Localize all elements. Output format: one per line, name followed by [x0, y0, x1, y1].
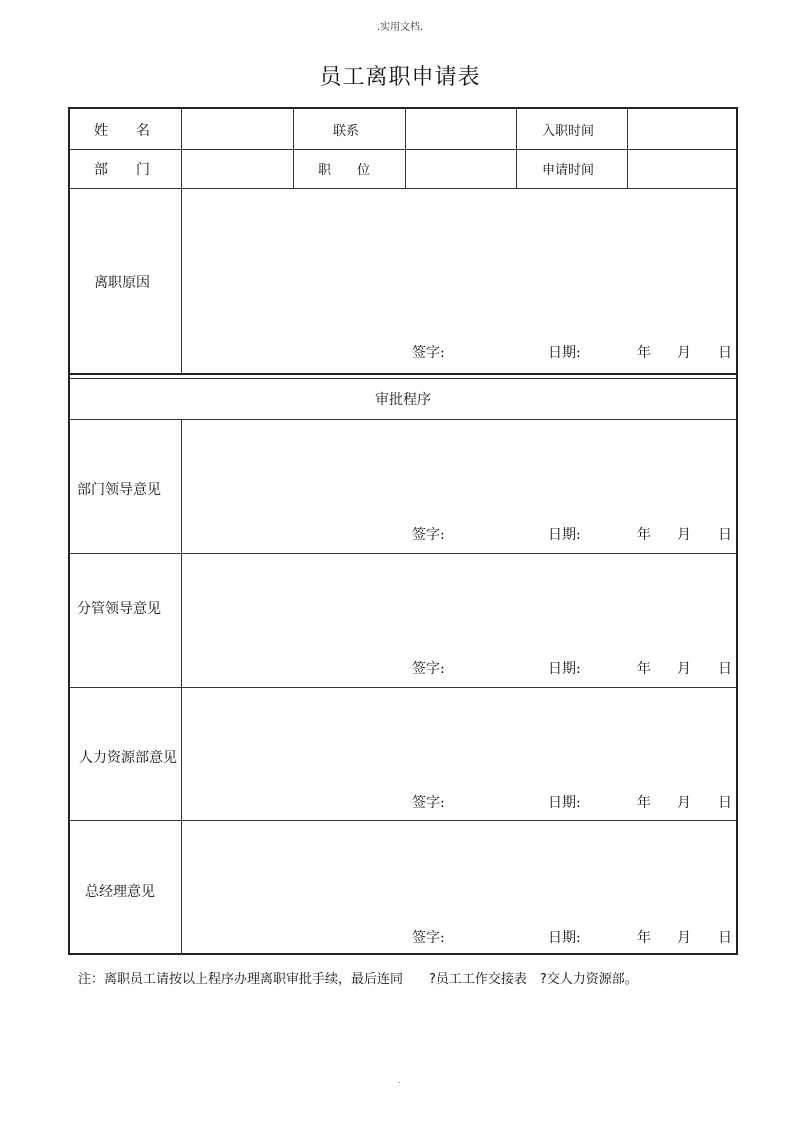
- department-label: 部 门: [94, 162, 150, 178]
- day-label: 日: [718, 930, 732, 946]
- column-divider: [181, 109, 182, 373]
- day-label: 日: [718, 661, 732, 677]
- contact-label: 联系: [333, 124, 360, 139]
- reason-label: 离职原因: [94, 275, 150, 291]
- day-label: 日: [718, 345, 732, 361]
- date-label: 日期:: [548, 930, 581, 946]
- row-divider: [70, 149, 736, 150]
- column-divider: [516, 109, 517, 188]
- row-divider: [70, 419, 736, 420]
- month-label: 月: [677, 527, 691, 543]
- date-label: 日期:: [548, 661, 581, 677]
- row-divider: [70, 687, 736, 688]
- day-label: 日: [718, 527, 732, 543]
- row-divider: [70, 553, 736, 554]
- sign-label: 签字:: [412, 795, 445, 811]
- hr-opinion-label: 人力资源部意见: [79, 750, 177, 766]
- dept-leader-opinion-label: 部门领导意见: [77, 482, 161, 498]
- apply-date-label: 申请时间: [542, 163, 595, 178]
- date-label: 日期:: [548, 795, 581, 811]
- position-label: 职 位: [318, 163, 371, 178]
- year-label: 年: [637, 345, 651, 361]
- hire-date-label: 入职时间: [542, 124, 595, 139]
- date-label: 日期:: [548, 345, 581, 361]
- gm-opinion-label: 总经理意见: [85, 884, 155, 900]
- approval-section-title: 审批程序: [375, 392, 431, 408]
- year-label: 年: [637, 930, 651, 946]
- month-label: 月: [677, 661, 691, 677]
- column-divider: [293, 109, 294, 188]
- section-divider: [70, 378, 736, 379]
- division-leader-opinion-label: 分管领导意见: [77, 601, 161, 617]
- sign-label: 签字:: [412, 527, 445, 543]
- footnote: 注：离职员工请按以上程序办理离职审批手续，最后连同 ?员工工作交接表 ?交人力资源部。: [78, 972, 638, 987]
- column-divider: [405, 109, 406, 188]
- year-label: 年: [637, 527, 651, 543]
- month-label: 月: [677, 930, 691, 946]
- form-title: 员工离职申请表: [319, 65, 481, 90]
- row-divider: [70, 820, 736, 821]
- header-mark: .实用文档.: [376, 22, 424, 33]
- month-label: 月: [677, 345, 691, 361]
- column-divider: [627, 109, 628, 188]
- section-divider: [70, 373, 736, 375]
- sign-label: 签字:: [412, 930, 445, 946]
- sign-label: 签字:: [412, 345, 445, 361]
- month-label: 月: [677, 795, 691, 811]
- year-label: 年: [637, 795, 651, 811]
- form-table: [68, 107, 738, 955]
- day-label: 日: [718, 795, 732, 811]
- sign-label: 签字:: [412, 661, 445, 677]
- footer-mark: .: [398, 1076, 401, 1085]
- name-label: 姓 名: [94, 123, 150, 139]
- year-label: 年: [637, 661, 651, 677]
- date-label: 日期:: [548, 527, 581, 543]
- column-divider: [181, 419, 182, 955]
- row-divider: [70, 188, 736, 189]
